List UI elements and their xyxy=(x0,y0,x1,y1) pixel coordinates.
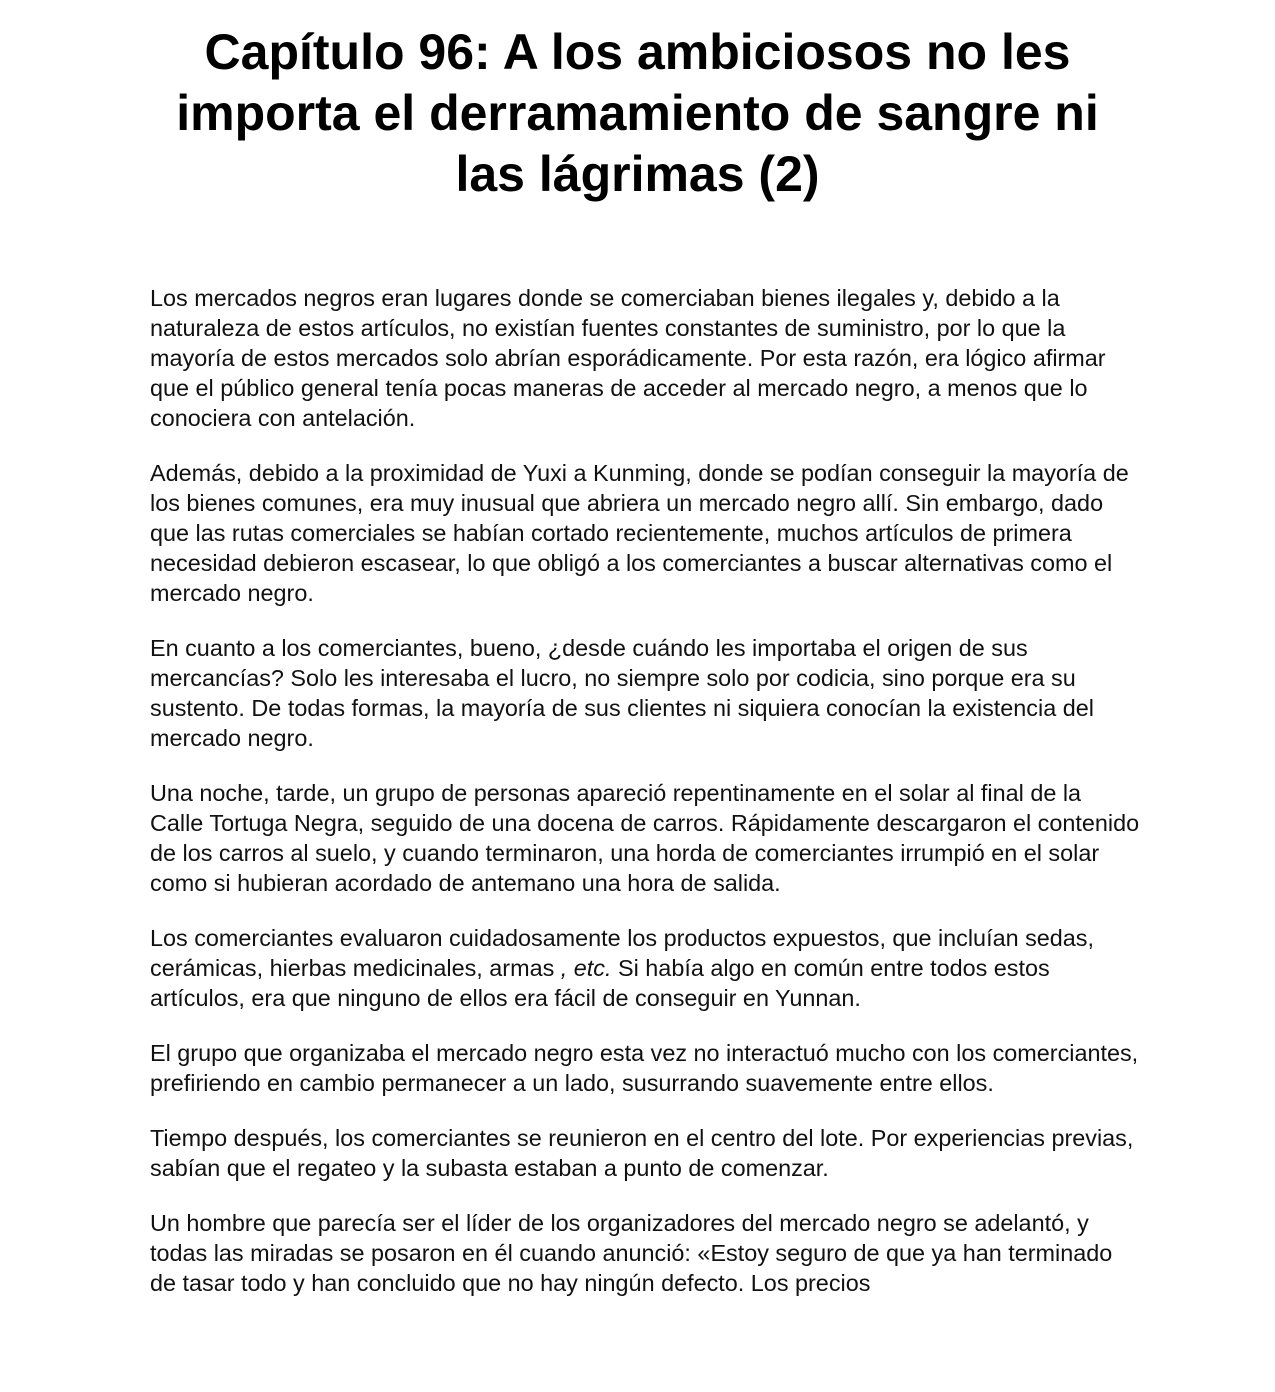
chapter-title: Capítulo 96: A los ambiciosos no les importa el derramamiento de sangre ni las lágrimas (2) xyxy=(176,24,1099,202)
paragraph-5-text-start: Los comerciantes evaluaron cuidadosamente los productos expuestos, que incluían sedas, cerámicas, hierbas medicinales, armas xyxy=(150,925,1094,981)
paragraph-5-text-end: Si había algo en común entre todos estos artículos, era que ninguno de ellos era fácil de conseguir en Yunnan. xyxy=(150,955,1050,1011)
paragraph-1: Los mercados negros eran lugares donde se comerciaban bienes ilegales y, debido a la naturaleza de estos artículos, no existían fuentes constantes de suministro, por lo que la mayoría de estos mercados solo abrían esporádicamente. Por esta razón, era lógico afirmar que el público general tenía pocas maneras de acceder al mercado negro, a menos que lo conociera con antelación. xyxy=(150,285,1106,431)
paragraph-2: Además, debido a la proximidad de Yuxi a Kunming, donde se podían conseguir la mayoría de los bienes comunes, era muy inusual que abriera un mercado negro allí. Sin embargo, dado que las rutas comerciales se habían cortado recientemente, muchos artículos de primera necesidad debieron escasear, lo que obligó a los comerciantes a buscar alternativas como el mercado negro. xyxy=(150,460,1129,606)
paragraph-6: El grupo que organizaba el mercado negro esta vez no interactuó mucho con los comerciantes, prefiriendo en cambio permanecer a un lado, susurrando suavemente entre ellos. xyxy=(150,1040,1139,1096)
paragraph-8: Un hombre que parecía ser el líder de los organizadores del mercado negro se adelantó, y todas las miradas se posaron en él cuando anunció: «Estoy seguro de que ya han terminado de tasar todo y han concluido que no hay ningún defecto. Los precios xyxy=(150,1210,1113,1296)
paragraph-4: Una noche, tarde, un grupo de personas apareció repentinamente en el solar al final de la Calle Tortuga Negra, seguido de una docena de carros. Rápidamente descargaron el contenido de los carros al suelo, y cuando terminaron, una horda de comerciantes irrumpió en el solar como si hubieran acordado de antemano una hora de salida. xyxy=(150,780,1140,896)
paragraph-7: Tiempo después, los comerciantes se reunieron en el centro del lote. Por experiencias previas, sabían que el regateo y la subasta estaban a punto de comenzar. xyxy=(150,1125,1134,1181)
paragraph-5-italic-etc: , etc. xyxy=(554,955,612,981)
paragraph-3: En cuanto a los comerciantes, bueno, ¿desde cuándo les importaba el origen de sus mercancías? Solo les interesaba el lucro, no siempre solo por codicia, sino porque era su sustento. De todas formas, la mayoría de sus clientes ni siquiera conocían la existencia del mercado negro. xyxy=(150,635,1094,751)
chapter-body xyxy=(150,283,1140,1323)
paragraph-5 xyxy=(150,923,1140,1013)
